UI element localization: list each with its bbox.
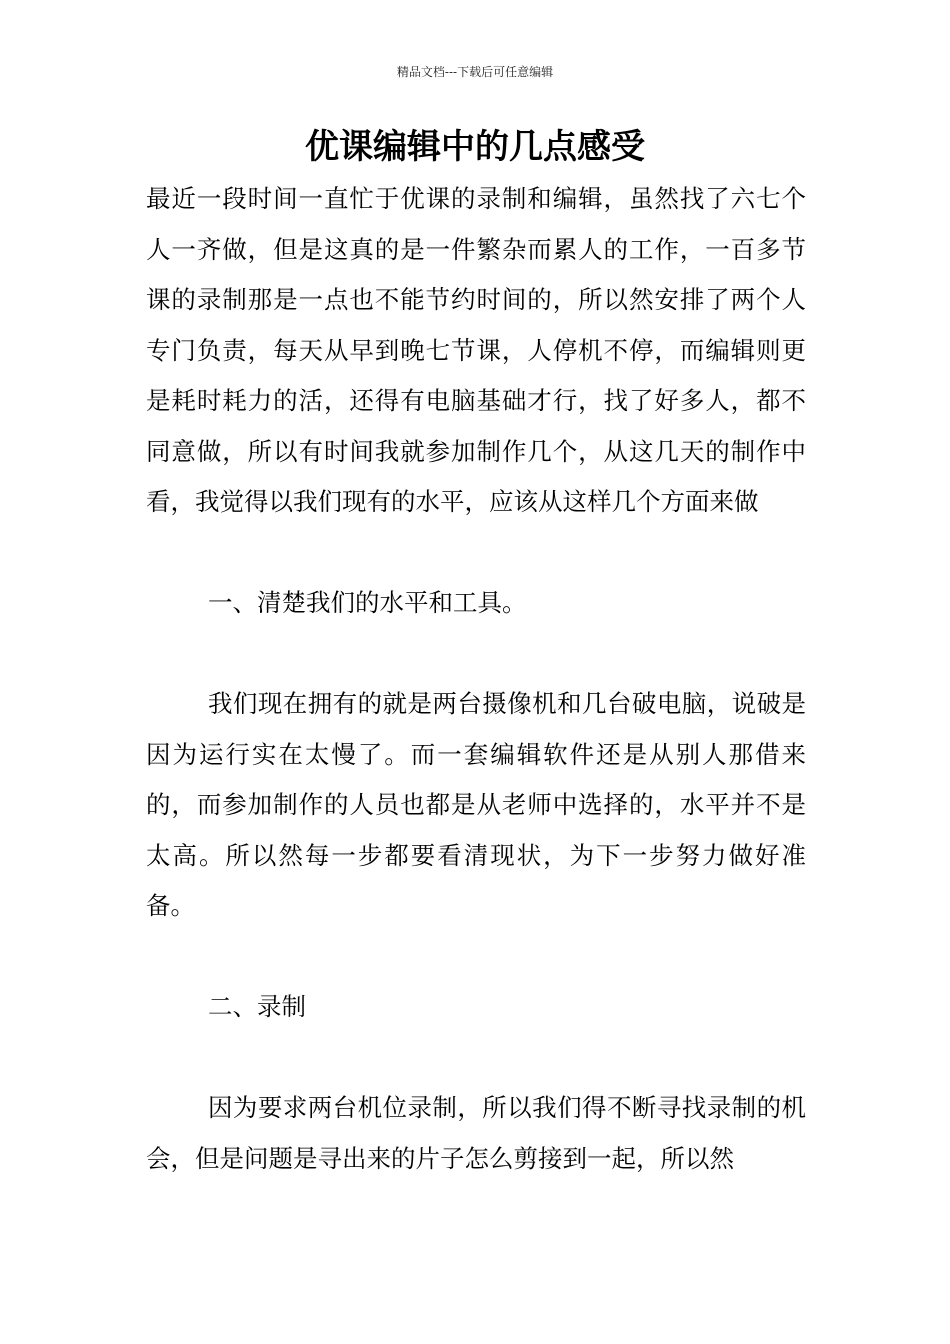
header-note: 精品文档---下载后可任意编辑 <box>396 65 554 79</box>
section-heading-2: 二、录制 <box>208 992 306 1021</box>
document-title: 优课编辑中的几点感受 <box>305 127 645 167</box>
document-body <box>146 174 806 1184</box>
section-heading-1: 一、清楚我们的水平和工具。 <box>208 588 527 617</box>
section-paragraph-2: 因为要求两台机位录制，所以我们得不断寻找录制的机会，但是问题是寻出来的片子怎么剪接到一起，所以然 <box>146 1093 806 1173</box>
section-paragraph-1: 我们现在拥有的就是两台摄像机和几台破电脑，说破是因为运行实在太慢了。而一套编辑软件还是从别人那借来的，而参加制作的人员也都是从老师中选择的，水平并不是太高。所以然每一步都要看清现状，为下一步努力做好准备。 <box>146 689 806 920</box>
intro-paragraph: 最近一段时间一直忙于优课的录制和编辑，虽然找了六七个人一齐做，但是这真的是一件繁杂而累人的工作，一百多节课的录制那是一点也不能节约时间的，所以然安排了两个人专门负责，每天从早到晚七节课，人停机不停，而编辑则更是耗时耗力的活，还得有电脑基础才行，找了好多人，都不同意做，所以有时间我就参加制作几个，从这几天的制作中看，我觉得以我们现有的水平，应该从这样几个方面来做 <box>146 184 806 516</box>
